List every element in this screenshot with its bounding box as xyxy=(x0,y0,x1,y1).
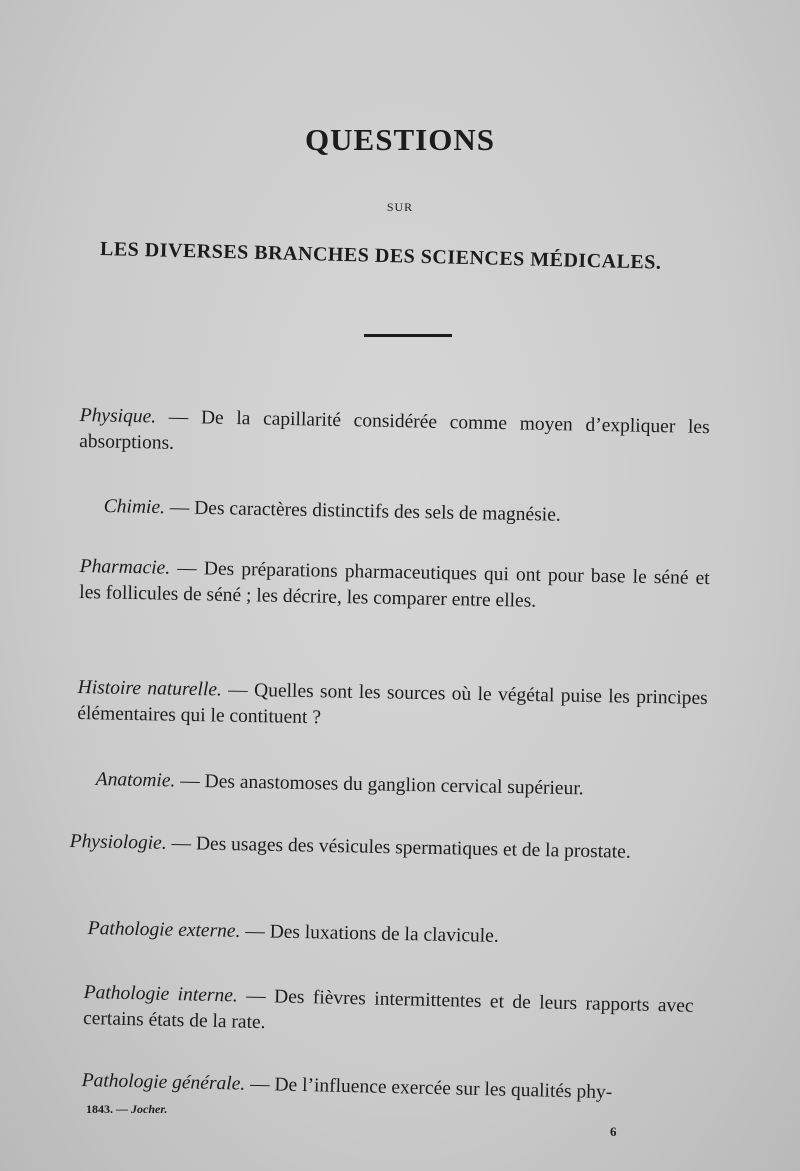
question-anatomie xyxy=(96,767,710,805)
section-text: — Des fièvres intermittentes et de leurs rapports avec certains états de la rate. xyxy=(82,985,694,1034)
section-head: Pathologie générale. xyxy=(81,1069,246,1095)
section-text: — De l’influence exercée sur les qualités phy- xyxy=(244,1073,613,1104)
section-head: Pharmacie. xyxy=(79,555,171,579)
section-head: Physique. xyxy=(79,404,157,428)
question-pharmacie xyxy=(79,554,710,618)
title-divider xyxy=(364,334,452,337)
question-pathologie-generale xyxy=(81,1068,701,1108)
page-number: 6 xyxy=(610,1124,617,1139)
question-chimie xyxy=(104,494,710,532)
footer-year: 1843. — xyxy=(86,1102,128,1116)
section-head: Anatomie. xyxy=(95,768,176,792)
footer-author: Jocher. xyxy=(131,1102,168,1116)
section-head: Pathologie externe. xyxy=(87,917,241,942)
question-histoire-naturelle xyxy=(77,675,708,738)
question-pathologie-interne xyxy=(83,980,694,1046)
section-text: — Quelles sont les sources où le végétal puise les principes élémentaires qui le contituent ? xyxy=(77,679,708,729)
section-text: — Des anastomoses du ganglion cervical supérieur. xyxy=(175,770,584,800)
section-head: Chimie. xyxy=(103,495,166,519)
section-text: — Des usages des vésicules spermatiques et de la prostate. xyxy=(166,832,631,863)
question-physique xyxy=(79,403,710,467)
section-text: — De la capillarité considérée comme moyen d’expliquer les absorptions. xyxy=(79,406,710,454)
section-head: Physiologie. xyxy=(69,830,167,854)
printer-mark xyxy=(86,1102,167,1117)
page-subtitle: LES DIVERSES BRANCHES DES SCIENCES MÉDICALES. xyxy=(99,238,662,274)
section-head: Histoire naturelle. xyxy=(77,676,223,701)
page-title: QUESTIONS xyxy=(305,122,495,157)
section-text: — Des luxations de la clavicule. xyxy=(240,920,499,947)
question-physiologie xyxy=(70,829,700,867)
question-pathologie-externe xyxy=(88,916,688,954)
title-connector: SUR xyxy=(386,200,414,214)
section-text: — Des préparations pharmaceutiques qui ont pour base le séné et les follicules de séné ; les décrire, les comparer entre elles. xyxy=(79,557,710,612)
section-text: — Des caractères distinctifs des sels de magnésie. xyxy=(164,497,561,526)
section-head: Pathologie interne. xyxy=(83,981,239,1007)
